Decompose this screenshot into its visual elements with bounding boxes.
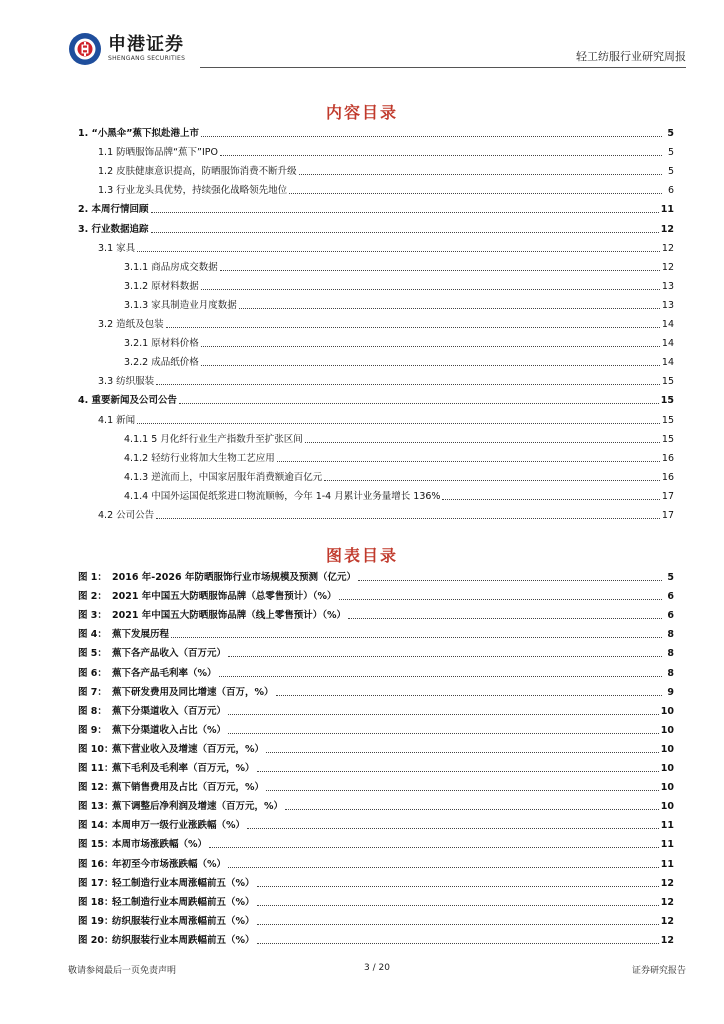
contents-entry[interactable] xyxy=(78,164,674,178)
contents-entry-page: 14 xyxy=(661,338,674,350)
contents-entry-label: 2. 本周行情回顾 xyxy=(78,204,149,216)
company-logo xyxy=(68,32,185,66)
dot-leader xyxy=(137,251,660,252)
figure-entry-number: 图 7： xyxy=(78,686,107,698)
figure-entry-page: 10 xyxy=(660,763,674,774)
contents-entry[interactable] xyxy=(78,298,674,312)
figure-entry-label: 年初至今市场涨跌幅（%） xyxy=(112,858,227,870)
figure-entry-label: 蕉下发展历程 xyxy=(112,629,170,641)
figure-entry-number: 图 4： xyxy=(78,629,107,641)
figure-entry-number: 图 6： xyxy=(78,667,107,679)
contents-entry-page: 6 xyxy=(667,185,674,197)
contents-entry-page: 16 xyxy=(661,452,674,464)
dot-leader xyxy=(276,695,662,696)
dot-leader xyxy=(299,174,662,175)
contents-entry[interactable] xyxy=(78,241,674,255)
figure-entry-label: 纺织服装行业本周跌幅前五（%） xyxy=(112,934,255,946)
dot-leader xyxy=(156,384,660,385)
figure-entry[interactable] xyxy=(78,780,674,794)
figure-entry[interactable] xyxy=(78,570,674,584)
figure-entry[interactable] xyxy=(78,933,674,947)
dot-leader xyxy=(348,618,662,619)
contents-entry[interactable] xyxy=(78,279,674,293)
figure-entry-label: 2021 年中国五大防晒服饰品牌（线上零售预计）（%） xyxy=(112,610,347,622)
figure-entry[interactable] xyxy=(78,837,674,851)
dot-leader xyxy=(151,212,659,213)
figure-entry[interactable] xyxy=(78,666,674,680)
figure-entry[interactable] xyxy=(78,627,674,641)
figure-entry[interactable] xyxy=(78,646,674,660)
contents-entry[interactable] xyxy=(78,336,674,350)
contents-entry-label: 1. “小黑伞”蕉下拟赴港上市 xyxy=(78,128,200,139)
contents-entry-label: 1.1 防晒服饰品牌“蕉下”IPO xyxy=(98,147,218,159)
figure-entry-page: 10 xyxy=(660,801,674,813)
figure-entry-label: 蕉下研发费用及同比增速（百万，%） xyxy=(112,686,274,698)
dot-leader xyxy=(201,289,660,290)
figure-entry-label: 本周申万一级行业涨跌幅（%） xyxy=(112,820,246,832)
figure-entry-page: 9 xyxy=(667,686,674,698)
contents-entry-label: 4.1 新闻 xyxy=(98,414,136,426)
figure-entry-label: 蕉下调整后净利润及增速（百万元，%） xyxy=(112,801,284,813)
dot-leader xyxy=(266,790,659,791)
figure-entry-page: 10 xyxy=(660,782,674,794)
contents-entry-label: 3.3 纺织服装 xyxy=(98,376,155,388)
figure-entry-label: 轻工制造行业本周涨幅前五（%） xyxy=(112,877,255,889)
dot-leader xyxy=(228,733,659,734)
contents-entry[interactable] xyxy=(78,260,674,274)
contents-entry-label: 3.2 造纸及包装 xyxy=(98,319,164,330)
contents-entry-page: 17 xyxy=(661,490,674,502)
contents-entry-label: 3.1.3 家具制造业月度数据 xyxy=(124,299,237,311)
figures-title: 图表目录 xyxy=(325,546,398,565)
dot-leader xyxy=(257,943,659,944)
figure-entry[interactable] xyxy=(78,608,674,622)
contents-entry[interactable] xyxy=(78,413,674,427)
dot-leader xyxy=(257,771,659,772)
figure-entry-page: 8 xyxy=(667,629,674,641)
report-type-label: 轻工纺服行业研究周报 xyxy=(576,50,686,63)
figure-entry-number: 图 1： xyxy=(78,572,107,583)
figure-entry-number: 图 3： xyxy=(78,610,107,622)
dot-leader xyxy=(156,518,660,519)
figure-entry-number: 图 10： xyxy=(78,743,114,755)
dot-leader xyxy=(209,847,659,848)
contents-entry-label: 3.1.2 原材料数据 xyxy=(124,280,199,292)
dot-leader xyxy=(257,886,659,887)
contents-entry-label: 3.2.1 原材料价格 xyxy=(124,338,199,350)
contents-entry-page: 12 xyxy=(661,261,674,273)
header-divider xyxy=(200,67,686,68)
dot-leader xyxy=(285,809,659,810)
contents-entry[interactable] xyxy=(78,432,674,446)
figure-entry-number: 图 9： xyxy=(78,724,107,736)
figure-entry-label: 蕉下营业收入及增速（百万元，%） xyxy=(112,743,265,755)
figure-entry-number: 图 17： xyxy=(78,877,114,889)
dot-leader xyxy=(442,499,659,500)
contents-entry-label: 1.2 皮肤健康意识提高，防晒服饰消费不断升级 xyxy=(98,166,297,178)
dot-leader xyxy=(257,924,659,925)
figure-entry-number: 图 14： xyxy=(78,820,114,832)
contents-entry[interactable] xyxy=(78,393,674,407)
contents-entry-label: 4.1.1 5 月化纤行业生产指数升至扩张区间 xyxy=(124,433,303,445)
figure-entry-label: 蕉下各产品毛利率（%） xyxy=(112,667,217,679)
figure-entry-page: 8 xyxy=(667,648,674,660)
figure-entry-number: 图 8： xyxy=(78,705,107,717)
dot-leader xyxy=(201,365,660,366)
figure-entry[interactable] xyxy=(78,818,674,832)
dot-leader xyxy=(219,676,662,677)
dot-leader xyxy=(220,270,660,271)
figure-entry-page: 11 xyxy=(660,820,674,832)
figure-entry-label: 蕉下毛利及毛利率（百万元，%） xyxy=(112,763,255,774)
figure-entry[interactable] xyxy=(78,799,674,813)
figure-entry-label: 纺织服装行业本周涨幅前五（%） xyxy=(112,915,255,927)
disclaimer-note: 敬请参阅最后一页免责声明 xyxy=(68,966,177,976)
figure-entry[interactable] xyxy=(78,761,674,775)
contents-entry-label: 4. 重要新闻及公司公告 xyxy=(78,395,178,407)
figure-entry[interactable] xyxy=(78,857,674,871)
contents-entry[interactable] xyxy=(78,451,674,465)
figure-entry-number: 图 19： xyxy=(78,915,114,927)
figure-entry-page: 11 xyxy=(660,839,674,851)
figure-entry-page: 12 xyxy=(660,877,674,889)
dot-leader xyxy=(305,442,660,443)
figure-entry-label: 蕉下分渠道收入（百万元） xyxy=(112,705,227,717)
dot-leader xyxy=(151,232,659,233)
figure-entry-number: 图 15： xyxy=(78,839,114,851)
dot-leader xyxy=(358,580,662,581)
contents-entry-label: 3.1 家具 xyxy=(98,242,136,254)
dot-leader xyxy=(166,327,660,328)
figure-entry-page: 10 xyxy=(660,743,674,755)
dot-leader xyxy=(228,714,659,715)
contents-entry[interactable] xyxy=(78,202,674,216)
figure-entry-number: 图 5： xyxy=(78,648,107,660)
logo-english-name: SHENGANG SECURITIES xyxy=(108,55,186,62)
dot-leader xyxy=(171,637,662,638)
contents-entry-page: 13 xyxy=(661,280,674,292)
contents-entry-label: 4.2 公司公告 xyxy=(98,510,155,521)
contents-entry-page: 14 xyxy=(661,357,674,369)
dot-leader xyxy=(239,308,660,309)
report-category: 证券研究报告 xyxy=(631,966,686,976)
contents-entry-label: 4.1.3 逆流而上，中国家居服年消费额逾百亿元 xyxy=(124,471,323,483)
logo-chinese-name: 申港证券 xyxy=(108,34,184,55)
figure-entry-label: 2021 年中国五大防晒服饰品牌（总零售预计）（%） xyxy=(112,591,337,603)
contents-entry-page: 5 xyxy=(667,128,674,139)
figure-entry-label: 轻工制造行业本周跌幅前五（%） xyxy=(112,896,255,908)
figure-entry[interactable] xyxy=(78,742,674,756)
dot-leader xyxy=(339,599,662,600)
figure-entry-label: 2016 年-2026 年防晒服饰行业市场规模及预测（亿元） xyxy=(112,572,356,583)
contents-entry-label: 4.1.4 中国外运国促纸浆进口物流顺畅，今年 1-4 月累计业务量增长 136% xyxy=(124,490,441,502)
figure-entry-page: 12 xyxy=(660,915,674,927)
contents-entry[interactable] xyxy=(78,470,674,484)
figure-entry-number: 图 11： xyxy=(78,763,114,774)
contents-entry[interactable] xyxy=(78,126,674,140)
dot-leader xyxy=(201,136,662,137)
dot-leader xyxy=(266,752,659,753)
contents-entry-page: 5 xyxy=(667,166,674,178)
contents-entry-label: 3.2.2 成品纸价格 xyxy=(124,357,199,369)
figure-entry[interactable] xyxy=(78,876,674,890)
contents-entry[interactable] xyxy=(78,508,674,522)
contents-entry[interactable] xyxy=(78,489,674,503)
figure-entry-number: 图 16： xyxy=(78,858,114,870)
contents-entry-page: 15 xyxy=(661,433,674,445)
contents-entry-page: 17 xyxy=(661,510,674,521)
figure-entry-number: 图 13： xyxy=(78,801,114,813)
figure-entry-label: 蕉下各产品收入（百万元） xyxy=(112,648,227,660)
figure-entry-number: 图 12： xyxy=(78,782,114,794)
dot-leader xyxy=(137,423,660,424)
contents-entry-page: 13 xyxy=(661,299,674,311)
contents-entry-page: 15 xyxy=(661,414,674,426)
figure-entry[interactable] xyxy=(78,895,674,909)
contents-entry-page: 15 xyxy=(661,376,674,388)
dot-leader xyxy=(247,828,659,829)
dot-leader xyxy=(228,867,659,868)
figure-entry-label: 蕉下销售费用及占比（百万元，%） xyxy=(112,782,265,794)
figure-entry-number: 图 2： xyxy=(78,591,107,603)
figure-entry-page: 5 xyxy=(667,572,674,583)
dot-leader xyxy=(220,155,662,156)
contents-entry[interactable] xyxy=(78,145,674,159)
contents-entry[interactable] xyxy=(78,317,674,331)
page-header xyxy=(68,28,686,72)
figure-entry-page: 11 xyxy=(660,858,674,870)
dot-leader xyxy=(324,480,660,481)
contents-entry-page: 12 xyxy=(661,242,674,254)
page-number: 3 / 20 xyxy=(364,963,390,973)
logo-emblem-icon xyxy=(68,32,102,66)
dot-leader xyxy=(257,905,659,906)
figure-entry[interactable] xyxy=(78,589,674,603)
dot-leader xyxy=(289,193,662,194)
dot-leader xyxy=(277,461,660,462)
contents-entry-label: 3.1.1 商品房成交数据 xyxy=(124,261,218,273)
contents-entry-page: 11 xyxy=(660,204,674,216)
dot-leader xyxy=(228,656,662,657)
figure-entry-label: 本周市场涨跌幅（%） xyxy=(112,839,208,851)
figure-entry-page: 6 xyxy=(667,591,674,603)
contents-entry[interactable] xyxy=(78,374,674,388)
dot-leader xyxy=(201,346,660,347)
contents-entry-label: 1.3 行业龙头具优势，持续强化战略领先地位 xyxy=(98,185,288,197)
figure-entry-page: 12 xyxy=(660,896,674,908)
dot-leader xyxy=(179,403,659,404)
contents-entry-page: 15 xyxy=(660,395,674,407)
contents-entry-page: 5 xyxy=(667,147,674,159)
contents-entry-label: 4.1.2 轻纺行业将加大生物工艺应用 xyxy=(124,452,275,464)
figure-entry-page: 10 xyxy=(660,724,674,736)
figure-entry-page: 8 xyxy=(667,667,674,679)
figure-entry[interactable] xyxy=(78,914,674,928)
contents-entry-page: 14 xyxy=(661,319,674,330)
page-footer xyxy=(68,963,686,977)
figure-entry-page: 10 xyxy=(660,705,674,717)
contents-title: 内容目录 xyxy=(325,103,398,122)
figure-entry-label: 蕉下分渠道收入占比（%） xyxy=(112,724,227,736)
contents-entry-page: 12 xyxy=(660,223,674,235)
figure-entry-page: 6 xyxy=(667,610,674,622)
contents-entry[interactable] xyxy=(78,355,674,369)
contents-entry-page: 16 xyxy=(661,471,674,483)
figure-entry[interactable] xyxy=(78,723,674,737)
figure-entry[interactable] xyxy=(78,685,674,699)
contents-entry-label: 3. 行业数据追踪 xyxy=(78,223,149,235)
contents-entry[interactable] xyxy=(78,222,674,236)
contents-entry[interactable] xyxy=(78,183,674,197)
figure-entry-number: 图 20： xyxy=(78,934,114,946)
figure-entry-page: 12 xyxy=(660,934,674,946)
figure-entry[interactable] xyxy=(78,704,674,718)
figure-entry-number: 图 18： xyxy=(78,896,114,908)
